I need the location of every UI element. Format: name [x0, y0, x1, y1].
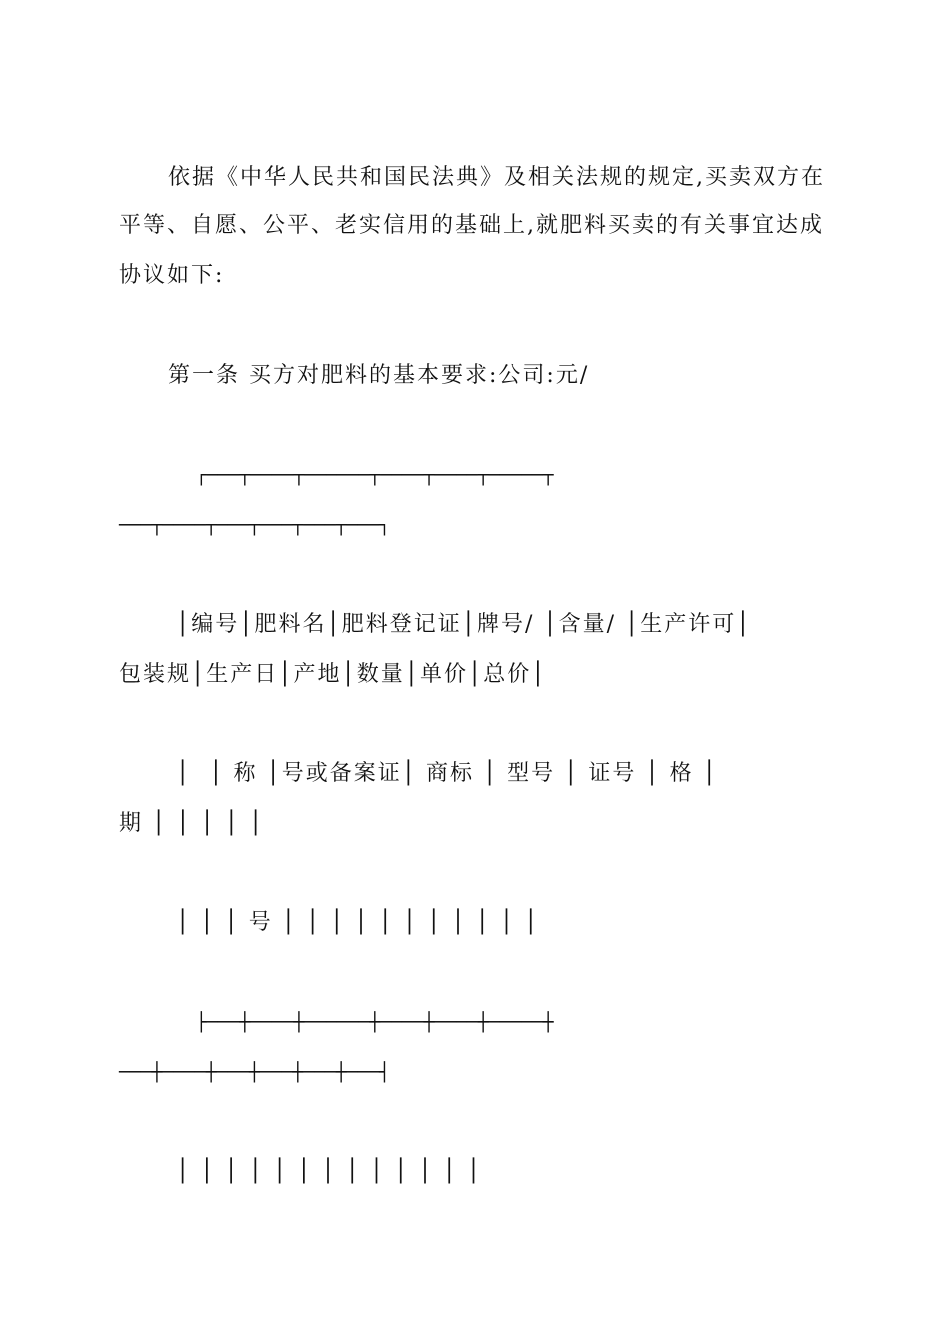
- article-1-heading: 第一条 买方对肥料的基本要求:公司:元/: [168, 363, 590, 388]
- paragraph-line-3: 协议如下:: [119, 263, 225, 288]
- table-header-row-3: │ │ │ 号 │ │ │ │ │ │ │ │ │ │ │: [176, 910, 540, 935]
- table-header-row-2a: │ │ 称 │号或备案证│ 商标 │ 型号 │ 证号 │ 格 │: [176, 761, 718, 786]
- table-header-row-1a: │编号│肥料名│肥料登记证│牌号/ │含量/ │生产许可│: [176, 612, 752, 637]
- table-mid-border-1: ├───┼────┼──────┼────┼────┼─────┼: [196, 1012, 554, 1033]
- table-body-row-1: │ │ │ │ │ │ │ │ │ │ │ │ │: [176, 1159, 483, 1184]
- table-top-border-2: ───┬────┬───┬───┬───┬───┐: [119, 515, 390, 536]
- paragraph-line-1: 依据《中华人民共和国民法典》及相关法规的规定,买卖双方在: [168, 165, 825, 190]
- paragraph-line-2: 平等、自愿、公平、老实信用的基础上,就肥料买卖的有关事宜达成: [119, 213, 824, 238]
- table-top-border-1: ┌───┬────┬──────┬────┬────┬─────┬: [196, 465, 554, 486]
- table-header-row-1b: 包装规│生产日│产地│数量│单价│总价│: [119, 662, 547, 687]
- table-mid-border-2: ───┼────┼───┼───┼───┼───┤: [119, 1062, 390, 1083]
- table-header-row-2b: 期 │ │ │ │ │: [119, 811, 265, 836]
